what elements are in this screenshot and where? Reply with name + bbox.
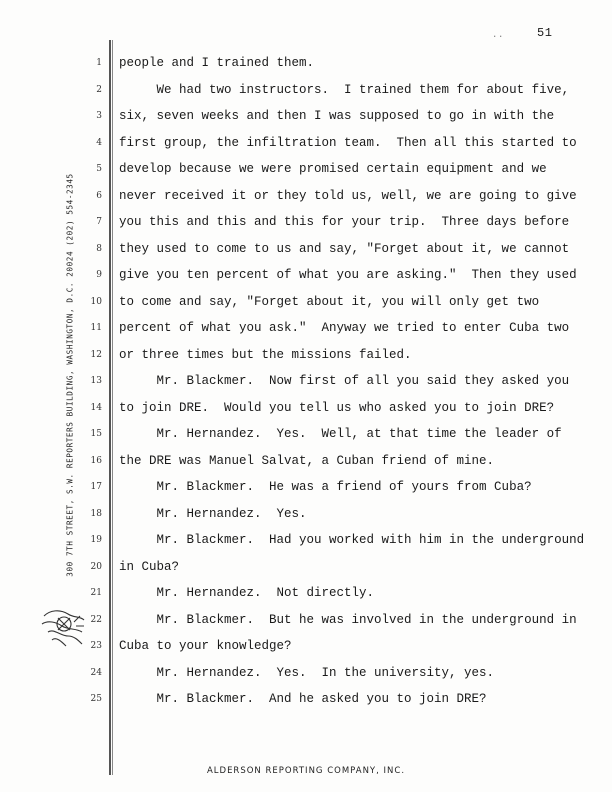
transcript-line: Mr. Blackmer. He was a friend of yours from Cuba? xyxy=(119,480,532,494)
transcript-line: six, seven weeks and then I was supposed to go in with the xyxy=(119,109,555,123)
transcript-line: Mr. Blackmer. Now first of all you said they asked you xyxy=(119,374,570,388)
line-number: 25 xyxy=(90,694,102,704)
line-number: 22 xyxy=(90,614,102,625)
scan-speck: . xyxy=(492,30,498,40)
transcript-line: you this and this and this for your trip. Three days before xyxy=(119,215,570,229)
line-number: 19 xyxy=(90,535,102,545)
transcript-line: Mr. Hernandez. Yes. xyxy=(119,506,307,521)
line-number: 23 xyxy=(90,641,102,651)
line-number: 15 xyxy=(90,429,102,439)
line-number: 16 xyxy=(90,455,102,466)
transcript-line: first group, the infiltration team. Then all this started to xyxy=(119,135,577,150)
line-number: 12 xyxy=(90,349,102,360)
line-number: 13 xyxy=(90,376,102,386)
transcript-line: they used to come to us and say, "Forget about it, we cannot xyxy=(119,241,570,256)
side-imprint-text: 300 7TH STREET, S.W. REPORTERS BUILDING, WASHINGTON, D.C. 20024 (202) 554-2345 xyxy=(65,173,75,577)
transcript-line: give you ten percent of what you are asking." Then they used xyxy=(119,268,577,282)
transcript-line: to join DRE. Would you tell us who asked you to join DRE? xyxy=(119,400,555,415)
transcript-line: the DRE was Manuel Salvat, a Cuban friend of mine. xyxy=(119,453,495,468)
transcript-line: to come and say, "Forget about it, you will only get two xyxy=(119,294,540,309)
seal-stamp-icon xyxy=(38,606,88,650)
line-number: 6 xyxy=(96,190,102,201)
transcript-line: Cuba to your knowledge? xyxy=(119,639,292,653)
line-number: 21 xyxy=(90,588,102,598)
line-number: 18 xyxy=(90,508,102,519)
footer-reporting-company: ALDERSON REPORTING COMPANY, INC. xyxy=(206,766,406,776)
line-number: 5 xyxy=(96,164,102,174)
transcript-line: in Cuba? xyxy=(119,559,180,574)
line-number: 24 xyxy=(90,667,102,678)
transcript-line: Mr. Hernandez. Yes. In the university, yes. xyxy=(119,665,495,680)
line-number: 4 xyxy=(96,137,102,148)
transcript-line: never received it or they told us, well, we are going to give xyxy=(119,188,577,203)
line-number: 3 xyxy=(96,111,102,121)
transcript-line: or three times but the missions failed. xyxy=(119,347,412,362)
line-number: 1 xyxy=(96,58,102,68)
page-number: 51 xyxy=(537,26,553,40)
side-imprint xyxy=(62,160,78,590)
transcript-line: people and I trained them. xyxy=(119,56,315,70)
line-number: 8 xyxy=(96,243,102,254)
line-number: 2 xyxy=(96,84,102,95)
transcript-line: develop because we were promised certain equipment and we xyxy=(119,162,547,176)
line-number: 11 xyxy=(90,323,102,333)
transcript-line: Mr. Hernandez. Yes. Well, at that time the leader of xyxy=(119,427,562,441)
line-number: 9 xyxy=(96,270,102,280)
transcript-line: Mr. Blackmer. Had you worked with him in the underground xyxy=(119,533,585,547)
transcript-line: Mr. Hernandez. Not directly. xyxy=(119,586,375,600)
scan-speck: . xyxy=(498,30,504,40)
line-number: 10 xyxy=(90,296,102,307)
line-number: 17 xyxy=(90,482,102,492)
transcript-line: We had two instructors. I trained them for about five, xyxy=(119,82,570,97)
line-number: 14 xyxy=(90,402,102,413)
transcript-line: percent of what you ask." Anyway we tried to enter Cuba two xyxy=(119,321,570,335)
margin-rule-inner xyxy=(112,40,113,775)
line-number: 20 xyxy=(90,561,102,572)
line-number: 7 xyxy=(96,217,102,227)
margin-rule xyxy=(109,40,111,775)
transcript-line: Mr. Blackmer. And he asked you to join DRE? xyxy=(119,692,487,706)
transcript-line: Mr. Blackmer. But he was involved in the underground in xyxy=(119,612,577,627)
